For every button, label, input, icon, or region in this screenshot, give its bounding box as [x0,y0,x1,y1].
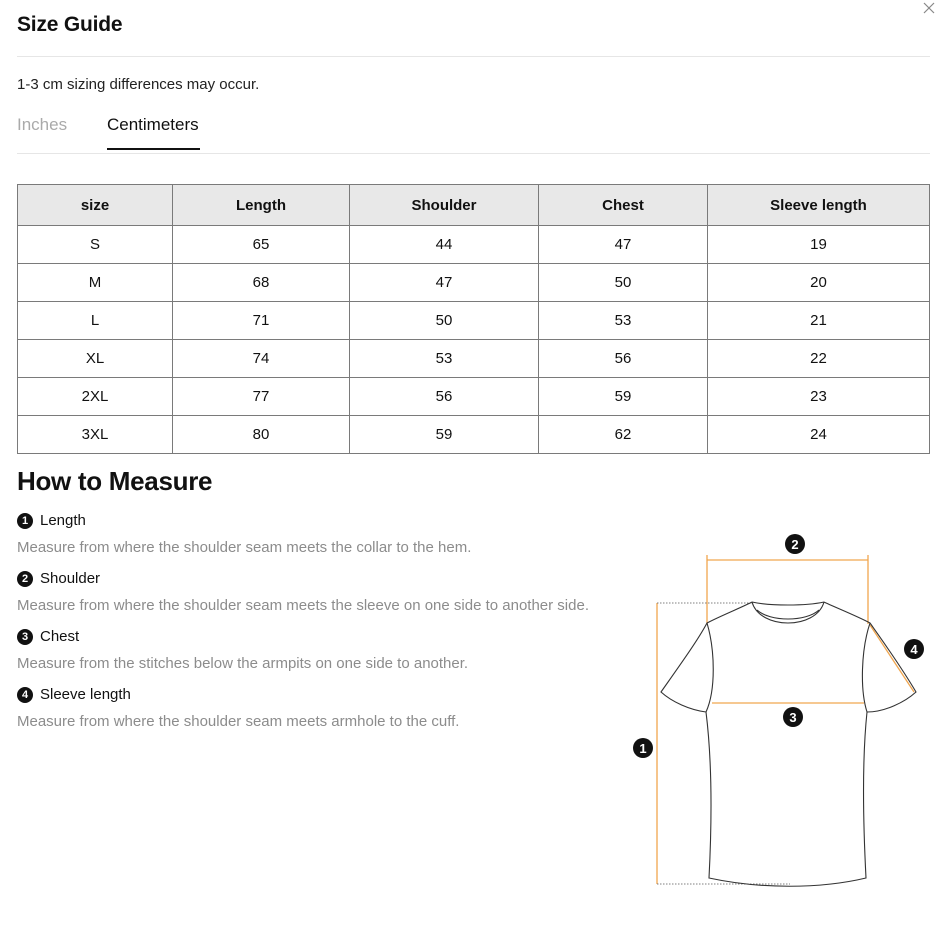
table-row [18,378,930,416]
table-row [18,340,930,378]
table-cell: 74 [173,340,350,378]
number-3-icon: 3 [17,629,33,645]
table-cell: 80 [173,416,350,454]
measure-item-desc: Measure from the stitches below the armpits on one side to another. [17,655,469,672]
header-size: size [18,185,173,226]
table-cell: 47 [539,226,708,264]
close-icon[interactable] [920,0,938,18]
how-to-measure-heading: How to Measure [17,466,213,496]
table-cell: S [18,226,173,264]
table-cell: 53 [350,340,539,378]
measure-item-title: Chest [40,628,80,645]
header-divider [17,56,930,57]
diagram-label-1: 1 [639,741,647,756]
table-row [18,416,930,454]
table-cell: 2XL [18,378,173,416]
table-cell: 19 [708,226,930,264]
diagram-label-3: 3 [789,710,797,725]
measure-item-sleeve-length [17,686,459,730]
table-cell: 44 [350,226,539,264]
measure-item-title: Length [40,512,86,529]
table-cell: M [18,264,173,302]
table-cell: 77 [173,378,350,416]
number-4-icon: 4 [17,687,33,703]
table-cell: 56 [539,340,708,378]
table-cell: 68 [173,264,350,302]
table-cell: XL [18,340,173,378]
size-table [17,184,930,454]
table-cell: 23 [708,378,930,416]
table-cell: L [18,302,173,340]
table-header-row [18,185,930,226]
table-cell: 59 [539,378,708,416]
measure-item-title: Shoulder [40,570,101,587]
table-cell: 20 [708,264,930,302]
unit-tabs [17,109,930,154]
table-cell: 53 [539,302,708,340]
table-cell: 21 [708,302,930,340]
diagram-label-4: 4 [910,642,918,657]
measure-item-length [17,512,471,556]
measure-item-title: Sleeve length [40,686,131,703]
measure-item-shoulder [17,570,589,614]
table-cell: 47 [350,264,539,302]
table-cell: 24 [708,416,930,454]
measure-item-desc: Measure from where the shoulder seam meets the sleeve on one side to another side. [17,597,589,614]
measure-item-chest [17,628,468,672]
table-row [18,226,930,264]
table-cell: 62 [539,416,708,454]
tab-centimeters[interactable]: Centimeters [107,115,200,150]
measure-item-desc: Measure from where the shoulder seam meets the collar to the hem. [17,539,472,556]
table-row [18,264,930,302]
table-row [18,302,930,340]
table-cell: 59 [350,416,539,454]
header-length: Length [173,185,350,226]
table-cell: 22 [708,340,930,378]
table-cell: 50 [539,264,708,302]
number-2-icon: 2 [17,571,33,587]
table-cell: 56 [350,378,539,416]
sizing-note: 1-3 cm sizing differences may occur. [17,76,260,93]
diagram-label-2: 2 [791,537,799,552]
t-shirt-measurement-diagram [620,525,930,895]
t-shirt-icon [620,525,930,895]
tab-inches[interactable]: Inches [17,115,68,134]
measure-item-desc: Measure from where the shoulder seam meets armhole to the cuff. [17,713,460,730]
header-chest: Chest [539,185,708,226]
table-cell: 3XL [18,416,173,454]
table-cell: 71 [173,302,350,340]
number-1-icon: 1 [17,513,33,529]
header-shoulder: Shoulder [350,185,539,226]
table-cell: 65 [173,226,350,264]
header-sleeve-length: Sleeve length [708,185,930,226]
table-cell: 50 [350,302,539,340]
size-guide-title: Size Guide [17,13,123,36]
